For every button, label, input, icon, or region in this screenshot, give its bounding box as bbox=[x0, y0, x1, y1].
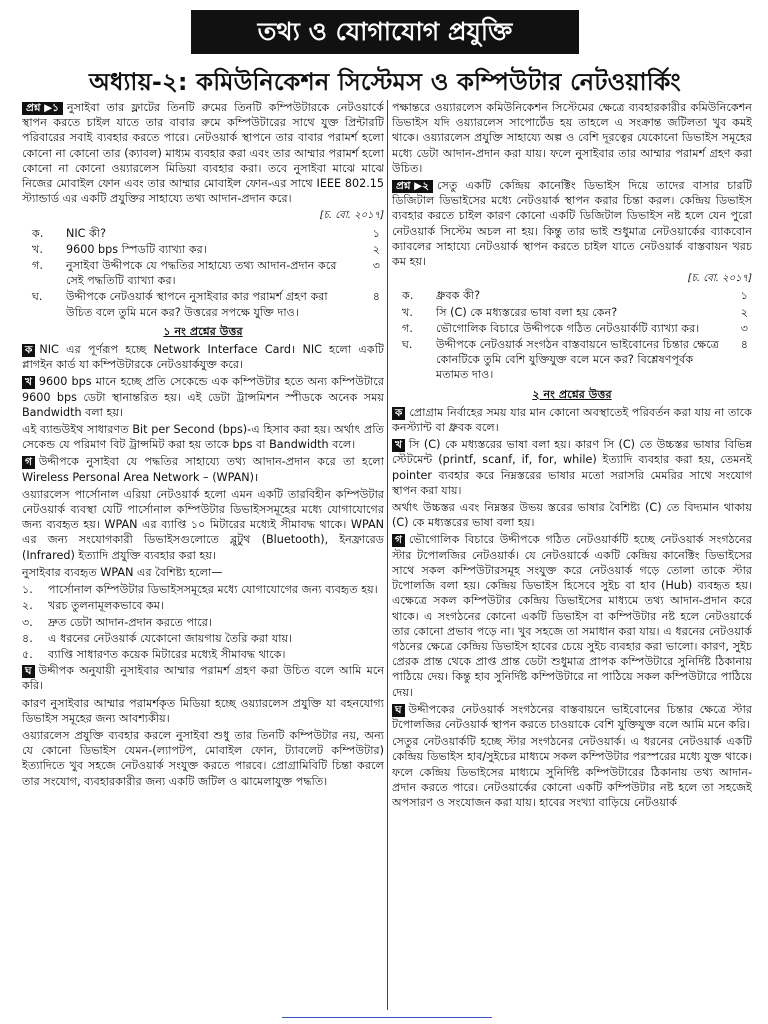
question-1-part-ga bbox=[22, 258, 384, 288]
answer-text: 9600 bps মানে হচ্ছে প্রতি সেকেন্ডে এক কম্পিউটার হতে অন্য কম্পিউটারে 9600 bps ডেটা স্থানান্তরিত হয়। এই ডেটা ট্রান্সমিশন স্পীডকে অনেক সময় Bandwidth বলা হয়। bbox=[22, 375, 384, 419]
part-label: ঘ. bbox=[402, 338, 413, 352]
question-2-part-ga bbox=[392, 321, 752, 336]
answer-1-kha-para-2: এই ব্যান্ডউইথ সাধারণত Bit per Second (bps)-এ হিসাব করা হয়। অর্থাৎ প্রতি সেকেন্ড যে পরিমাণ বিট ট্রান্সমিট করা হয় তাকে bps বা Bandwidth বলে। bbox=[22, 423, 384, 452]
question-1-part-kha bbox=[22, 242, 384, 257]
answer-letter-badge: খ bbox=[392, 439, 405, 452]
answer-2-heading: ২ নং প্রশ্নের উত্তর bbox=[532, 387, 612, 401]
answer-letter-badge: ঘ bbox=[392, 704, 405, 717]
question-2-stem bbox=[392, 178, 752, 269]
answer-1-ga-para-1 bbox=[22, 454, 384, 484]
answer-text: প্রোগ্রাম নির্বাহের সময় যার মান কোনো অবস্থাতেই পরিবর্তন করা যায় না তাকে কনস্ট্যান্ট বা ধ্রুবক বলে। bbox=[392, 405, 752, 435]
question-1-tag: প্রশ্ন ▶১ bbox=[22, 102, 63, 115]
answer-letter-badge: ঘ bbox=[22, 665, 35, 678]
left-column bbox=[22, 100, 384, 791]
answer-text: উদ্দীপক অনুযায়ী নুসাইবার আম্মার পরামর্শ গ্রহণ করা উচিত বলে আমি মনে করি। bbox=[22, 664, 384, 693]
part-label: ঘ. bbox=[32, 290, 43, 304]
part-text: 9600 bps স্পিডটি ব্যাখ্যা কর। bbox=[66, 242, 207, 256]
list-text: পার্সোনাল কম্পিউটার ডিভাইসসমূহের মধ্যে যোগাযোগের জন্য ব্যবহৃত হয়। bbox=[48, 583, 378, 597]
part-mark: ১ bbox=[372, 226, 380, 240]
list-number: ৫. bbox=[22, 647, 33, 661]
footer-rule bbox=[282, 1017, 492, 1018]
chapter-title: অধ্যায়-২: কমিউনিকেশন সিস্টেমস ও কম্পিউটার নেটওয়ার্কিং bbox=[89, 68, 681, 96]
part-label: গ. bbox=[402, 321, 413, 335]
list-number: ১. bbox=[22, 583, 33, 597]
subject-banner: তথ্য ও যোগাযোগ প্রযুক্তি bbox=[191, 10, 579, 54]
question-2-part-gha bbox=[392, 337, 752, 383]
part-mark: ৩ bbox=[740, 321, 748, 335]
list-text: দ্রুত ডেটা আদান-প্রদান করতে পারে। bbox=[48, 615, 212, 629]
part-label: ক. bbox=[32, 226, 44, 240]
part-text: ভৌগোলিক বিচারে উদ্দীপকে গঠিত নেটওয়ার্কটি ব্যাখ্যা কর। bbox=[436, 321, 700, 335]
answer-letter-badge: খ bbox=[22, 376, 35, 389]
question-1-stem bbox=[22, 100, 384, 206]
answer-letter-badge: গ bbox=[22, 456, 35, 469]
list-number: ২. bbox=[22, 599, 33, 613]
question-1-part-ka bbox=[22, 226, 384, 241]
part-text: সি (C) কে মধ্যস্তরের ভাষা বলা হয় কেন? bbox=[436, 305, 618, 319]
answer-2-ga bbox=[392, 532, 752, 699]
right-column bbox=[392, 100, 752, 812]
answer-1-gha-continued: পক্ষান্তরে ওয়্যারলেস কমিউনিকেশন সিস্টেমের ক্ষেত্রে ব্যবহারকারীর কমিউনিকেশন ডিভাইস যদি ওয়্যারলেস সাপোর্টেড হয় তাহলে এ সংক্রান্ত জটিলতা খুব কমই থাকে। ওয়্যারলেস প্রযুক্তি সাহায্যে অল্প ও বেশি দূরত্বের যেকোনো ডিভাইস সমূহের মধ্যে ডেটা আদান-প্রদান করা যায়। ফলে নুসাইবার তার আম্মার পরামর্শ গ্রহণ করা উচিত। bbox=[392, 101, 752, 175]
part-text: ধ্রুবক কী? bbox=[436, 289, 481, 303]
answer-letter-badge: গ bbox=[392, 534, 405, 547]
answer-text: উদ্দীপকের নেটওয়ার্ক সংগঠনের বাস্তবায়নে ভাইবোনের চিন্তার ক্ষেত্রে স্টার টপোলজির নেটওয়ার্ক স্থাপন করতে চাওয়াকে বেশি যুক্তিযুক্ত বলে আমি মনে করি। bbox=[392, 702, 752, 731]
answer-1-kha-para-1 bbox=[22, 374, 384, 420]
answer-2-ka bbox=[392, 405, 752, 435]
question-2-source: [চ. বো. ২০১৭] bbox=[687, 273, 752, 285]
answer-letter-badge: ক bbox=[392, 407, 405, 420]
answer-1-gha-para-3: ওয়্যারলেস প্রযুক্তি ব্যবহার করলে নুসাইবা শুধু তার তিনটি কম্পিউটার নয়, অন্য যে কোনো ডিভাইস যেমন-(ল্যাপটপ, মোবাইল ফোন, ট্যাবলেট কম্পিউটার) ইত্যাদিতে খুব সহজে নেটওয়ার্ক সংযুক্ত করতে পারবে। প্রোগ্রামিবিটি চিন্তা করলে তার সংযোগ, ব্যবহারকারীর জন্য একটি জটিল ও ঝামেলাযুক্ত পদ্ধতি। bbox=[22, 728, 384, 788]
part-label: গ. bbox=[32, 259, 43, 273]
answer-1-gha-para-1 bbox=[22, 663, 384, 693]
answer-text: সি (C) কে মধ্যস্তরের ভাষা বলা হয়। কারণ সি (C) তে উচ্চস্তর ভাষার বিভিন্ন স্টেটমেন্ট (printf, scanf, if, for, while) ইত্যাদি ব্যবহার করা হয়, তেমনই pointer ব্যবহার করে নিম্নস্তরের ভাষার মতো সরাসরি মেমরির সাথে সংযোগ স্থাপন করা যায়। bbox=[392, 438, 752, 497]
answer-1-gha-para-2: কারণ নুসাইবার আম্মার পরামর্শকৃত মিডিয়া হচ্ছে ওয়্যারলেস প্রযুক্তি যা বহনযোগ্য ডিভাইস সমূহের জন্য আবশ্যকীয়। bbox=[22, 696, 384, 725]
part-label: খ. bbox=[32, 242, 43, 256]
part-text: নুসাইবা উদ্দীপকে যে পদ্ধতির সাহায্যে তথ্য আদান-প্রদান করে সেই পদ্ধতিটি ব্যাখ্যা কর। bbox=[66, 259, 337, 288]
answer-1-ga-para-2: ওয়্যারলেস পার্সোনাল এরিয়া নেটওয়ার্ক হলো এমন একটি তারবিহীন কম্পিউটার নেটওয়ার্ক ব্যবস্থা যেটি পার্সোনাল কম্পিউটার ডিভাইসসমূহের মধ্যে যোগাযোগের জন্য ব্যবহৃত হয়। WPAN এর ব্যাপ্তি ১০ মিটারের মধ্যেই সীমাবদ্ধ থাকে। WPAN এর জন্য সংযোগকারী ডিভাইসগুলোতে ব্লুটুথ (Bluetooth), ইনফ্রারেড (Infrared) ইত্যাদি প্রযুক্তি ব্যবহার করা হয়। bbox=[22, 487, 384, 562]
list-number: ৩. bbox=[22, 615, 33, 629]
list-item bbox=[22, 615, 384, 630]
list-item bbox=[22, 598, 384, 613]
part-mark: ১ bbox=[740, 289, 748, 303]
answer-text: NIC এর পূর্ণরূপ হচ্ছে Network Interface Card। NIC হলো একটি প্লাগইন কার্ড যা কম্পিউটারকে নেটওয়ার্কযুক্ত করে। bbox=[22, 343, 384, 372]
list-text: এ ধরনের নেটওয়ার্ক যেকোনো জায়গায় তৈরি করা যায়। bbox=[48, 631, 293, 645]
question-2-part-ka bbox=[392, 288, 752, 303]
question-2-text: সেতু একটি কেন্দ্রিয় কানেক্টিং ডিভাইস দিয়ে তাদের বাসার চারটি ডিজিটাল ডিভাইসের মধ্যে নেটওয়ার্ক স্থাপন করার চিন্তা করল। কেন্দ্রিয় ডিভাইস ব্যবহার করতে চাইল কারণ কোনো একটি ডিজিটাল ডিভাইস নষ্ট হলে যেন পুরো নেটওয়ার্ক সিস্টেম অচল না হয়। কিন্তু তার ভাই শুধুমাত্র নেটওয়ার্কের ব্যাকবোন ক্যাবলের সাহায্যে নেটওয়ার্ক স্থাপন করতে চাইল যাতে নেটওয়ার্ক বাস্তবায়ন খরচ কম হয়। bbox=[392, 179, 752, 269]
list-text: ব্যাপ্তি সাধারণত কয়েক মিটারের মধ্যেই সীমাবদ্ধ থাকে। bbox=[48, 647, 286, 661]
column-divider bbox=[387, 100, 388, 1010]
list-item bbox=[22, 631, 384, 646]
answer-1-ka bbox=[22, 342, 384, 372]
question-2-tag: প্রশ্ন ▶২ bbox=[392, 180, 433, 193]
list-item bbox=[22, 582, 384, 597]
question-1-text: নুসাইবা তার ফ্লাটের তিনটি রুমের তিনটি কম্পিউটারকে নেটওয়ার্কে স্থাপন করতে চাইল যাতে তার বাবার রুমে কম্পিউটারের সাথে যুক্ত প্রিন্টারটি পরিবারের সবাই ব্যবহার করতে পারে। নেটওয়ার্ক স্থাপনে তার বাবার পরামর্শ হলো কোনো না কোনো তার (ক্যাবল) মাধ্যম ব্যবহার করা এবং তার আম্মার পরামর্শ হলো কোনো না কোনো ওয়্যারলেস মিডিয়া ব্যবহার করা। তবে নুসাইবা মাঝে মাঝে নিজের মোবাইল ফোন এবং তার আম্মার মোবাইল ফোন-এর সাথে IEEE 802.15 স্ট্যান্ডার্ড এর একটি প্রযুক্তির সাহায্যে তথ্য আদান-প্রদান করে। bbox=[22, 101, 384, 206]
question-2-part-kha bbox=[392, 305, 752, 320]
part-text: NIC কী? bbox=[66, 226, 107, 240]
part-mark: ৪ bbox=[372, 290, 380, 304]
part-text: উদ্দীপকে নেটওয়ার্ক সংগঠন বাস্তবায়নে ভাইবোনের চিন্তার ক্ষেত্রে কোনটিকে তুমি বেশি যুক্তিযুক্ত বলে মনে কর? বিশ্লেষণপূর্বক মতামত দাও। bbox=[436, 338, 719, 382]
answer-text: ভৌগোলিক বিচারে উদ্দীপকে গঠিত নেটওয়ার্কটি হচ্ছে নেটওয়ার্ক সংগঠনের স্টার টপোলজির নেটওয়ার্ক। যে নেটওয়ার্কে একটি কেন্দ্রিয় কানেক্টিং ডিভাইসের সাথে সকল কম্পিউটারসমূহ সংযুক্ত করে নেটওয়ার্ক গড়ে তোলা তাকে স্টার টপোলজি বলা হয়। কেন্দ্রিয় ডিভাইস হিসেবে সুইচ বা হাব (Hub) ব্যবহৃত হয়। এক্ষেত্রে সকল কম্পিউটার কেন্দ্রিয় ডিভাইসের মাধ্যমে তথ্য আদান-প্রদান করে থাকে। এ সংগঠনের কোনো একটি ডিভাইস বা কম্পিউটার নষ্ট হলে নেটওয়ার্কে তার কোনো প্রভাব পড়ে না। খুব সহজে তা সমাধান করা যায়। এ ধরনের নেটওয়ার্ক গঠনের ক্ষেত্রে কেন্দ্রিয় ডিভাইস হাবের চেয়ে সুইচ ব্যবহার করা ভালো। কারণ, সুইচ প্রেরক প্রান্ত থেকে প্রাপ্ত প্রান্ত ডেটা শুধুমাত্র প্রাপক কম্পিউটারে সুনির্দিষ্ট ঠিকানায় পাঠিয়ে দেয়। কিন্তু হাব সুনির্দিষ্ট কম্পিউটারে না পাঠিয়ে সকল কম্পিউটারে পাঠিয়ে দেয়। bbox=[392, 533, 752, 699]
part-text: উদ্দীপকে নেটওয়ার্ক স্থাপনে নুসাইবার কার পরামর্শ গ্রহণ করা উচিত বলে তুমি মনে কর? উত্তরের সপক্ষে যুক্তি দাও। bbox=[66, 290, 328, 319]
answer-2-gha-para-1 bbox=[392, 702, 752, 732]
answer-letter-badge: ক bbox=[22, 344, 35, 357]
question-1-part-gha bbox=[22, 289, 384, 319]
part-mark: ৪ bbox=[740, 338, 748, 352]
list-text: খরচ তুলনামূলকভাবে কম। bbox=[48, 599, 165, 613]
answer-text: উদ্দীপকে নুসাইবা যে পদ্ধতির সাহায্যে তথ্য আদান-প্রদান করে তা হলো Wireless Personal Area Network – (WPAN)। bbox=[22, 455, 384, 484]
question-1-source: [চ. বো. ২০১৭] bbox=[319, 210, 384, 222]
answer-1-heading: ১ নং প্রশ্নের উত্তর bbox=[163, 324, 243, 338]
part-mark: ২ bbox=[372, 242, 380, 256]
list-number: ৪. bbox=[22, 631, 33, 645]
list-item bbox=[22, 647, 384, 662]
answer-1-ga-para-3: নুসাইবার ব্যবহৃত WPAN এর বৈশিষ্ট্য হলো— bbox=[22, 565, 223, 579]
part-label: খ. bbox=[402, 305, 413, 319]
part-label: ক. bbox=[402, 289, 414, 303]
part-mark: ২ bbox=[740, 305, 748, 319]
answer-2-kha-para-1 bbox=[392, 437, 752, 498]
part-mark: ৩ bbox=[372, 259, 380, 273]
answer-2-kha-para-2: অর্থাৎ উচ্চস্তর এবং নিম্নস্তর উভয় স্তরের ভাষার বৈশিষ্ট্য (C) তে বিদ্যমান থাকায় (C) কে মধ্যস্তরের ভাষা বলা হয়। bbox=[392, 501, 752, 530]
answer-2-gha-para-2: সেতুর নেটওয়ার্কটি হচ্ছে স্টার সংগঠনের নেটওয়ার্ক। এ ধরনের নেটওয়ার্ক একটি কেন্দ্রিয় ডিভাইস হাব/সুইচের মাধ্যমে সকল কম্পিউটার পরস্পরের মধ্যে যুক্ত থাকে। ফলে কেন্দ্রিয় ডিভাইসের মাধ্যমে সুনির্দিষ্ট কম্পিউটারের ঠিকানায় তথ্য আদান-প্রদান করতে পারে। নেটওয়ার্কের কোনো একটি কম্পিউটার নষ্ট হলে তা সহজেই অপসারণ ও সংযোজন করা যায়। হাবের সংখ্যা বাড়িয়ে নেটওয়ার্ক bbox=[392, 735, 752, 809]
